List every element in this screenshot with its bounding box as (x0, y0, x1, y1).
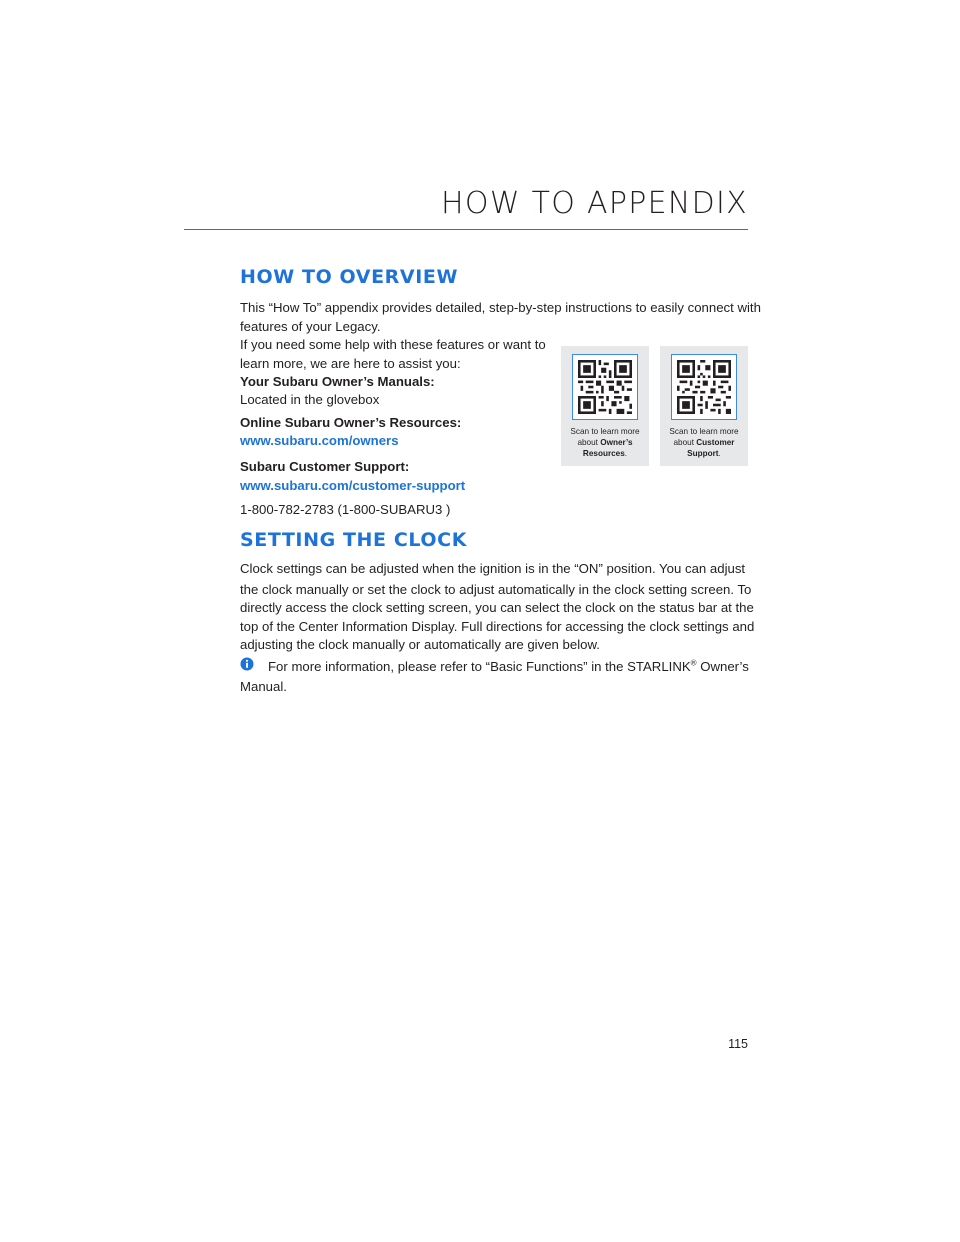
overview-intro-line-2: features of your Legacy. (240, 319, 381, 334)
clock-line-1: Clock settings can be adjusted when the ignition is in the “ON” position. You can adjust (240, 561, 746, 576)
qr-caption-owners-resources: Scan to learn more about Owner’s Resources. (570, 427, 640, 458)
clock-note: For more information, please refer to “Basic Functions” in the STARLINK® Owner’s (268, 658, 749, 674)
clock-line-4: top of the Center Information Display. Full directions for accessing the clock settings and (240, 619, 755, 634)
clock-line-2: the clock manually or set the clock to adjust automatically in the clock setting screen. To (240, 582, 752, 597)
help-line-2: learn more, we are here to assist you: (240, 356, 461, 371)
page-number: 115 (728, 1037, 748, 1051)
help-line-1: If you need some help with these features or want to (240, 337, 546, 352)
qr-card-customer-support (660, 346, 748, 466)
manuals-value: Located in the glovebox (240, 392, 380, 407)
clock-line-5: adjusting the clock manually or automatically are given below. (240, 637, 600, 652)
qr-code-graphic (578, 360, 632, 414)
qr-caption-customer-support: Scan to learn more about Customer Support. (669, 427, 739, 458)
header-divider (184, 229, 748, 230)
support-link[interactable]: www.subaru.com/customer-support (240, 478, 466, 493)
clock-heading: SETTING THE CLOCK (240, 529, 468, 551)
qr-code-owners-resources[interactable] (572, 354, 638, 420)
clock-line-3: directly access the clock setting screen, you can select the clock on the status bar at the (240, 600, 754, 615)
overview-heading: HOW TO OVERVIEW (240, 266, 459, 288)
chapter-title: HOW TO APPENDIX (441, 186, 748, 221)
support-phone: 1-800-782-2783 (1-800-SUBARU3 ) (240, 502, 451, 517)
clock-note-line-2: Manual. (240, 679, 287, 694)
qr-card-owners-resources (561, 346, 649, 466)
resources-link[interactable]: www.subaru.com/owners (240, 433, 399, 448)
resources-label: Online Subaru Owner’s Resources: (240, 415, 462, 430)
manuals-label: Your Subaru Owner’s Manuals: (240, 374, 435, 389)
qr-code-graphic (677, 360, 731, 414)
support-label: Subaru Customer Support: (240, 459, 410, 474)
overview-intro-line-1: This “How To” appendix provides detailed, step-by-step instructions to easily connect with (240, 300, 761, 315)
qr-code-customer-support[interactable] (671, 354, 737, 420)
chapter-header (184, 186, 748, 221)
info-icon (240, 657, 254, 671)
